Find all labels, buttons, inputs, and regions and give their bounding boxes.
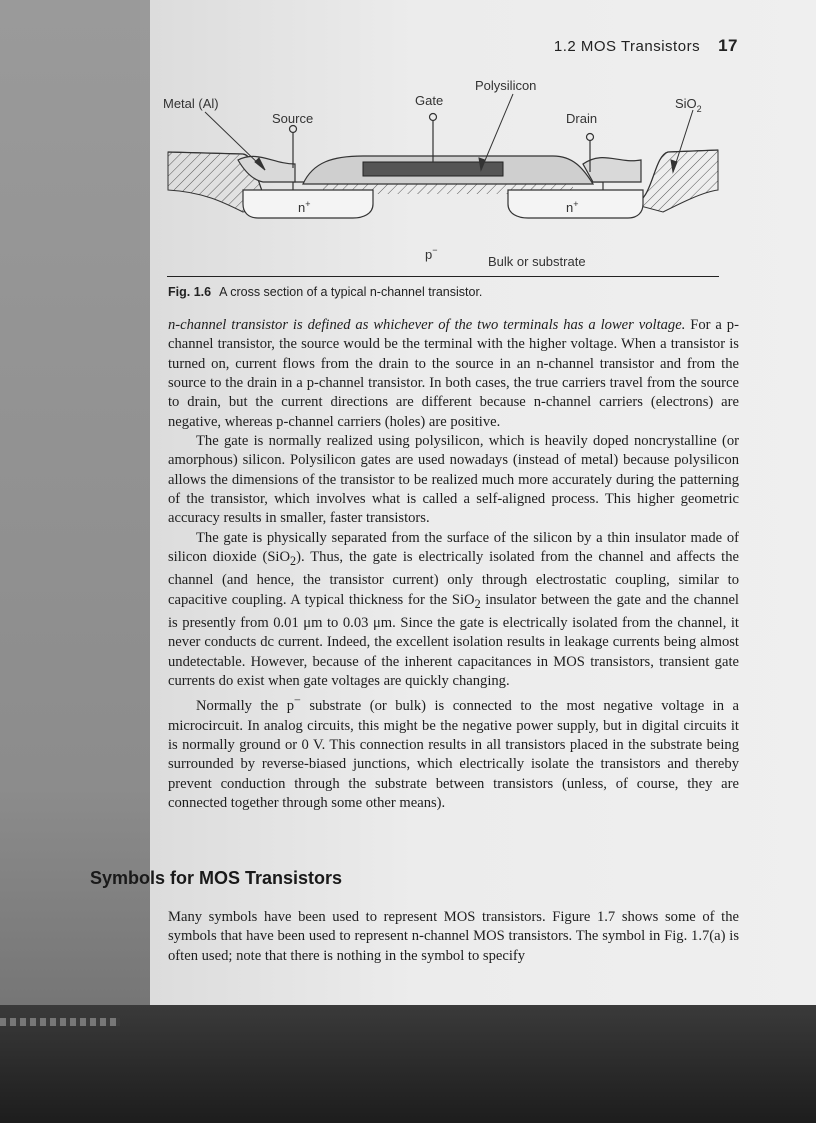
label-polysilicon: Polysilicon <box>475 78 537 93</box>
metal-drain-contact <box>583 158 641 182</box>
caption-label: Fig. 1.6 <box>168 285 212 299</box>
running-header <box>554 36 738 56</box>
paragraph-4: Normally the p− substrate (or bulk) is connected to the most negative voltage in a microcircuit. In analog circuits, this might be the negative power supply, but in digital circuits it is normally ground or 0 V. This connection results in all transistors placed in the substrate being surrounded by reverse-biased junctions, which electrically isolate the transistors and thereby prevent conduction through the substrate between transistors (unless, of course, they are connected together through some other means). <box>168 693 739 811</box>
paragraph-3: The gate is physically separated from the surface of the silicon by a thin insulator made of silicon dioxide (SiO$_2$). Thus, the gate is electrically isolated from the channel and affects the channel (and hence, the transistor current) only through electrostatic coupling, similar to capacitive coupling. A typical thickness for the SiO$_2$ insulator between the gate and the channel is presently from 0.01 μm to 0.03 μm. Since the gate is electrically isolated from the channel, it never conducts dc current. Indeed, the excellent isolation results in leakage currents being almost undetectable. However, because of the inherent capacitances in MOS transistors, transient gate currents do exist when gate voltages are quickly changing. <box>168 529 739 689</box>
label-source: Source <box>272 111 314 126</box>
label-p-minus: p− <box>425 245 438 262</box>
caption-text: A cross section of a typical n-channel transistor. <box>219 285 483 299</box>
scan-bottom-shadow <box>0 1005 816 1123</box>
label-n-plus-right: n+ <box>566 199 579 215</box>
mos-cross-section-figure <box>163 72 723 278</box>
paragraph-1-italic: n-channel transistor is defined as whichever of the two terminals has a lower voltage. <box>168 317 686 333</box>
source-terminal <box>290 126 297 169</box>
label-metal: Metal (Al) <box>163 96 219 111</box>
label-gate: Gate <box>415 93 444 108</box>
gate-terminal <box>430 114 437 163</box>
label-n-plus-left: n+ <box>298 199 311 215</box>
section-body <box>168 908 739 966</box>
paragraph-2: The gate is normally realized using polysilicon, which is heavily doped noncrystalline (or amorphous) silicon. Polysilicon gates are used nowadays (instead of metal) because polysilicon allows the dimensions of the transistor to be realized much more accurately during the patterning of the transistor, which involves what is called a self-aligned process. This higher geometric accuracy results in smaller, faster transistors. <box>168 433 739 527</box>
figure-caption <box>168 285 482 299</box>
binding-edge <box>0 1018 120 1026</box>
label-sio2: SiO$_2$ <box>675 96 702 114</box>
body-text <box>168 316 739 813</box>
scan-margin <box>0 0 150 1123</box>
section-heading: Symbols for MOS Transistors <box>90 868 343 888</box>
paragraph-1 <box>168 316 739 432</box>
figure-rule <box>167 276 719 277</box>
label-bulk: Bulk or substrate <box>488 254 586 269</box>
field-oxide-right <box>633 150 718 212</box>
section-paragraph-1: Many symbols have been used to represent MOS transistors. Figure 1.7 shows some of the symbols that have been used to represent n-channel MOS transistors. The symbol in Fig. 1.7(a) is often used; note that there is nothing in the symbol to specify <box>168 909 739 964</box>
header-section: 1.2 MOS Transistors <box>553 38 701 55</box>
label-drain: Drain <box>566 111 598 126</box>
paragraph-1-rest: For a p-channel transistor, the source would be the terminal with the higher voltage. When a transistor is turned on, current flows from the drain to the source in an n-channel transistor and from the source to the drain in a p-channel transistor. In both cases, the true carriers travel from the source to drain, but the current directions are different because n-channel carriers (electrons) are negative, whereas p-channel carriers (holes) are positive. <box>168 317 739 430</box>
page-number: 17 <box>718 36 738 55</box>
